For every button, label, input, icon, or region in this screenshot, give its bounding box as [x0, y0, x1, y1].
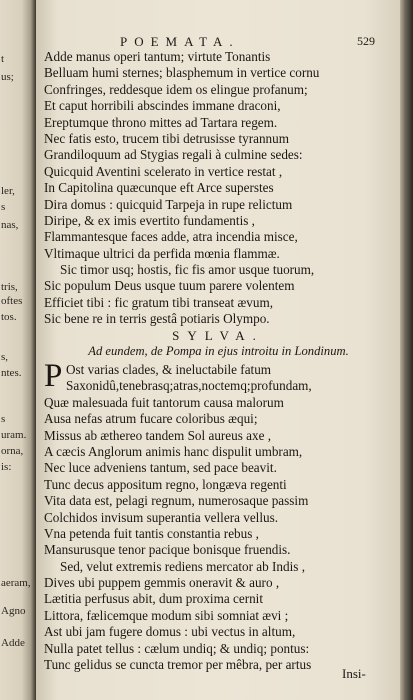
margin-fragment: s, — [1, 351, 9, 363]
verse-line: Vna petenda fuit tantis constantia rebus , — [44, 525, 259, 541]
verse-line: Mansurusque tenor pacique bonisque fruendis. — [44, 542, 291, 558]
running-head: POEMATA. — [120, 34, 240, 49]
verse-line: Vita data est, pelagi regnum, numerosaque passim — [44, 493, 309, 509]
margin-fragment: Adde — [1, 637, 25, 649]
verse-line: Belluam humi sternes; blasphemum in vertice cornu — [44, 65, 320, 81]
margin-fragment: orna, — [1, 445, 24, 457]
verse-line: Quæ malesuada fuit tantorum causa malorum — [44, 394, 284, 410]
verse-line: In Capitolina quæcunque eft Arce superstes — [44, 180, 274, 196]
margin-fragment: aeram, — [1, 577, 31, 589]
verse-line: Quicquid Aventini scelerato in vertice restat , — [44, 163, 283, 179]
poem-block — [44, 49, 389, 328]
section-subtitle: Ad eundem, de Pompa in ejus introitu in Londinum. — [88, 344, 349, 358]
page-number: 529 — [357, 34, 375, 48]
margin-fragment: nas, — [1, 219, 19, 231]
verse-line: Adde manus operi tantum; virtute Tonantis — [44, 49, 271, 64]
margin-fragment: tris, — [1, 281, 18, 293]
margin-fragment: tos. — [1, 311, 17, 323]
sylva-block — [44, 358, 389, 673]
drop-cap: P — [44, 358, 63, 394]
margin-fragment: t — [1, 53, 5, 65]
margin-fragment: oftes — [1, 295, 23, 307]
verse-line: Nulla patet tellus : cælum undiq; & undiq; pontus: — [44, 640, 310, 656]
verse-line: Ereptumque throno mittes ad Tartara regem. — [44, 114, 278, 130]
verse-line: Sic populum Deus usque tuum parere volentem — [44, 278, 295, 294]
margin-fragment: ntes. — [1, 367, 22, 379]
verse-line: Ast ubi jam fugere domus : ubi vectus in altum, — [44, 624, 296, 640]
verse-line: Tunc gelidus se cuncta tremor per mêbra, per artus — [44, 657, 312, 673]
verse-line: Sic timor usq; hostis, fic fis amor usque tuorum, — [60, 262, 315, 278]
verse-line: A cæcis Anglorum animis hanc dispulit umbram, — [44, 443, 303, 459]
verse-line: Ost varias clades, & ineluctabile fatum — [66, 362, 272, 377]
section-title: SYLVA. — [172, 328, 264, 343]
verse-line: Dira domus : quicquid Tarpeja in rupe relictum — [44, 196, 293, 212]
verse-line: Diripe, & ex imis evertito fundamentis , — [44, 212, 255, 228]
verse-line: Confringes, reddesque idem os elingue profanum; — [44, 81, 308, 97]
verse-line: Lætitia perfusus abit, dum proxima cernit — [44, 591, 264, 607]
page-header — [36, 34, 400, 50]
previous-page-edge — [0, 0, 36, 700]
verse-line: Nec luce adveniens tantum, sed pace beavit. — [44, 460, 277, 476]
verse-line: Et caput horribili abscindes immane draconi, — [44, 98, 281, 114]
verse-line: Vltimaque ultrici da perfida mœnia flammæ. — [44, 245, 280, 261]
catchword: Insi- — [342, 666, 366, 681]
margin-fragment: uram. — [1, 429, 27, 441]
verse-line: Efficiet tibi : fic gratum tibi transeat ævum, — [44, 294, 274, 310]
verse-line: Dives ubi puppem gemmis oneravit & auro , — [44, 575, 280, 591]
verse-line: Flammantesque faces adde, atra incendia misce, — [44, 229, 298, 245]
margin-fragment: s — [1, 413, 6, 425]
verse-line: Sed, velut extremis rediens mercator ab Indis , — [60, 558, 305, 574]
verse-line: Grandiloquum ad Stygias regali à culmine sedes: — [44, 147, 303, 163]
margin-fragment: is: — [1, 461, 12, 473]
verse-line: Tunc decus appositum regno, longæva regenti — [44, 476, 287, 492]
page-edge-shadow — [400, 0, 413, 700]
verse-line: Ausa nefas atrum fucare coloribus æqui; — [44, 411, 258, 427]
verse-line: Colchidos invisum superantia vellera vellus. — [44, 509, 279, 525]
margin-fragment: us; — [1, 71, 14, 83]
verse-line: Saxonidû,tenebrasq;atras,noctemq;profundam, — [66, 378, 312, 394]
verse-line: Nec fatis esto, trucem tibi detrusisse tyrannum — [44, 130, 290, 146]
margin-fragment: Agno — [1, 605, 26, 617]
book-page — [36, 0, 400, 700]
verse-line: Missus ab æthereo tandem Sol aureus axe , — [44, 427, 272, 443]
verse-line: Littora, fælicemque modum sibi somniat ævi ; — [44, 607, 289, 623]
margin-fragment: s — [1, 201, 6, 213]
margin-fragment: ler, — [1, 185, 15, 197]
verse-line: Sic bene re in terris gestâ potiaris Olympo. — [44, 311, 270, 327]
